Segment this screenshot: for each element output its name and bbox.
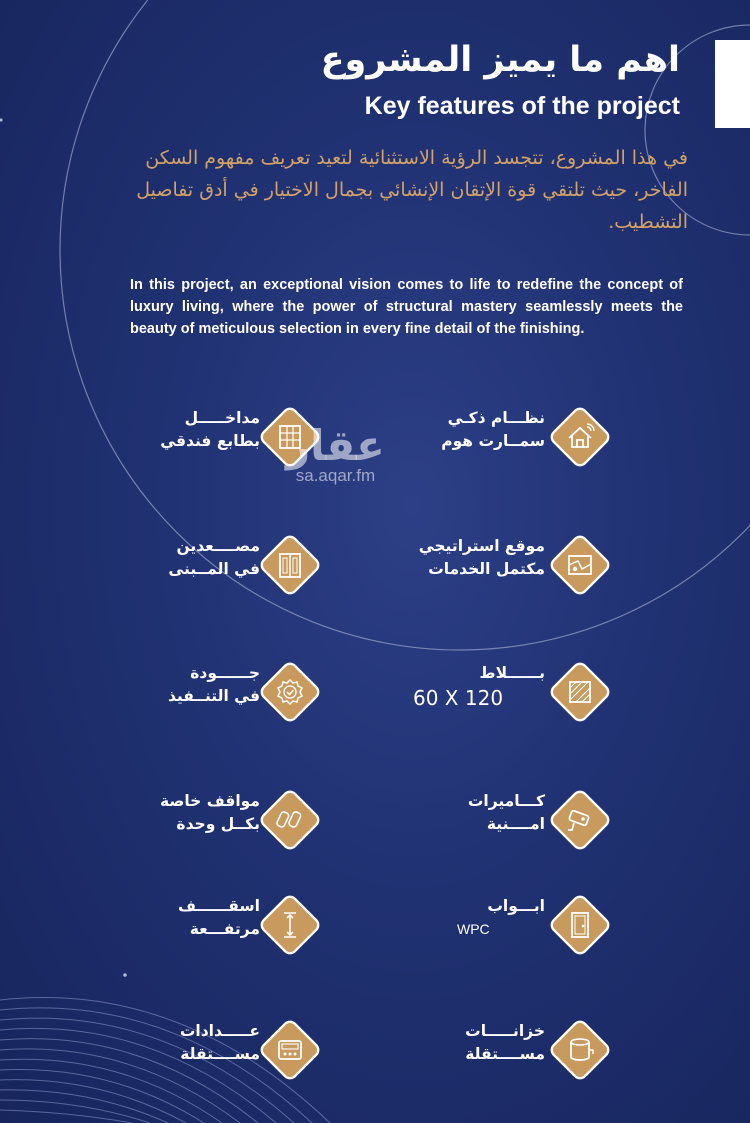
ceiling-height-icon <box>260 895 320 955</box>
feature-label-line1: كـــاميرات <box>467 792 545 810</box>
feature-label-line1: ابـــواب <box>487 897 545 915</box>
feature-label-line2: مكتمل الخدمات <box>428 560 545 578</box>
feature-label-line2: مســــتقلة <box>465 1045 545 1063</box>
feature-label-line2: مســــتقلة <box>180 1045 260 1063</box>
watermark-url: sa.aqar.fm <box>295 466 376 485</box>
feature-label-line1: اسقــــــف <box>178 897 260 915</box>
location-map-icon <box>550 535 610 595</box>
feature-elevators <box>120 523 370 613</box>
feature-label-line1: مداخـــــل <box>184 409 260 427</box>
page-title-english: Key features of the project <box>364 92 680 120</box>
water-tank-icon <box>550 1020 610 1080</box>
door-icon <box>550 895 610 955</box>
feature-tiles <box>400 650 650 740</box>
feature-smart-home <box>400 395 650 485</box>
feature-label-line1: نظـــام ذكـي <box>447 409 545 427</box>
feature-quality <box>120 650 370 740</box>
meter-icon <box>260 1020 320 1080</box>
feature-label-line1: خزانـــــات <box>465 1022 545 1040</box>
feature-high-ceilings <box>120 883 370 973</box>
smart-home-icon <box>550 407 610 467</box>
quality-badge-icon <box>260 662 320 722</box>
tiles-icon <box>550 662 610 722</box>
feature-label-line2: امــــنية <box>486 815 545 833</box>
feature-label-line1: مواقف خاصة <box>159 792 260 810</box>
parking-cars-icon <box>260 790 320 850</box>
feature-label-line2: 60 X 120 <box>413 686 504 710</box>
feature-wpc-doors <box>400 883 650 973</box>
feature-label-line1: مصــــعدين <box>176 537 260 555</box>
watermark-logo-text: عقار <box>286 421 385 470</box>
feature-independent-meters <box>120 1008 370 1098</box>
feature-label-line2: في المــبنى <box>168 560 260 578</box>
feature-label-line1: موقع استراتيجي <box>418 537 545 555</box>
feature-label-line1: بــــــلاط <box>479 664 545 682</box>
feature-label-line2: سمــارت هوم <box>441 432 545 450</box>
page-title-arabic: اهم ما يميز المشروع <box>320 40 680 80</box>
feature-label-line2: في التنــفيذ <box>167 687 260 705</box>
aqar-watermark <box>286 422 385 486</box>
intro-arabic: في هذا المشروع، تتجسد الرؤية الاستثنائية لتعيد تعريف مفهوم السكن الفاخر، حيث تلتقي قوة الإتقان الإنشائي بجمال الاختيار في أدق تفاصيل التشطيب. <box>136 147 688 233</box>
feature-water-tanks <box>400 1008 650 1098</box>
security-camera-icon <box>550 790 610 850</box>
feature-strategic-location <box>400 523 650 613</box>
feature-label-line2: بكــل وحدة <box>176 815 260 833</box>
feature-label-line2: مرتفـــعة <box>189 920 260 938</box>
feature-label-line2: بطابع فندقي <box>160 432 260 450</box>
feature-label-line2: WPC <box>457 921 490 937</box>
feature-security-cameras <box>400 778 650 868</box>
elevator-icon <box>260 535 320 595</box>
white-edge-tab <box>715 40 750 128</box>
intro-english: In this project, an exceptional vision comes to life to redefine the concept of luxury living, where the power of structural mastery seamlessly meets the beauty of meticulous selection in every fine detail of the finishing. <box>130 277 683 337</box>
feature-label-line1: عـــــدادات <box>179 1022 260 1040</box>
feature-private-parking <box>120 778 370 868</box>
feature-label-line1: جــــــودة <box>190 664 260 682</box>
